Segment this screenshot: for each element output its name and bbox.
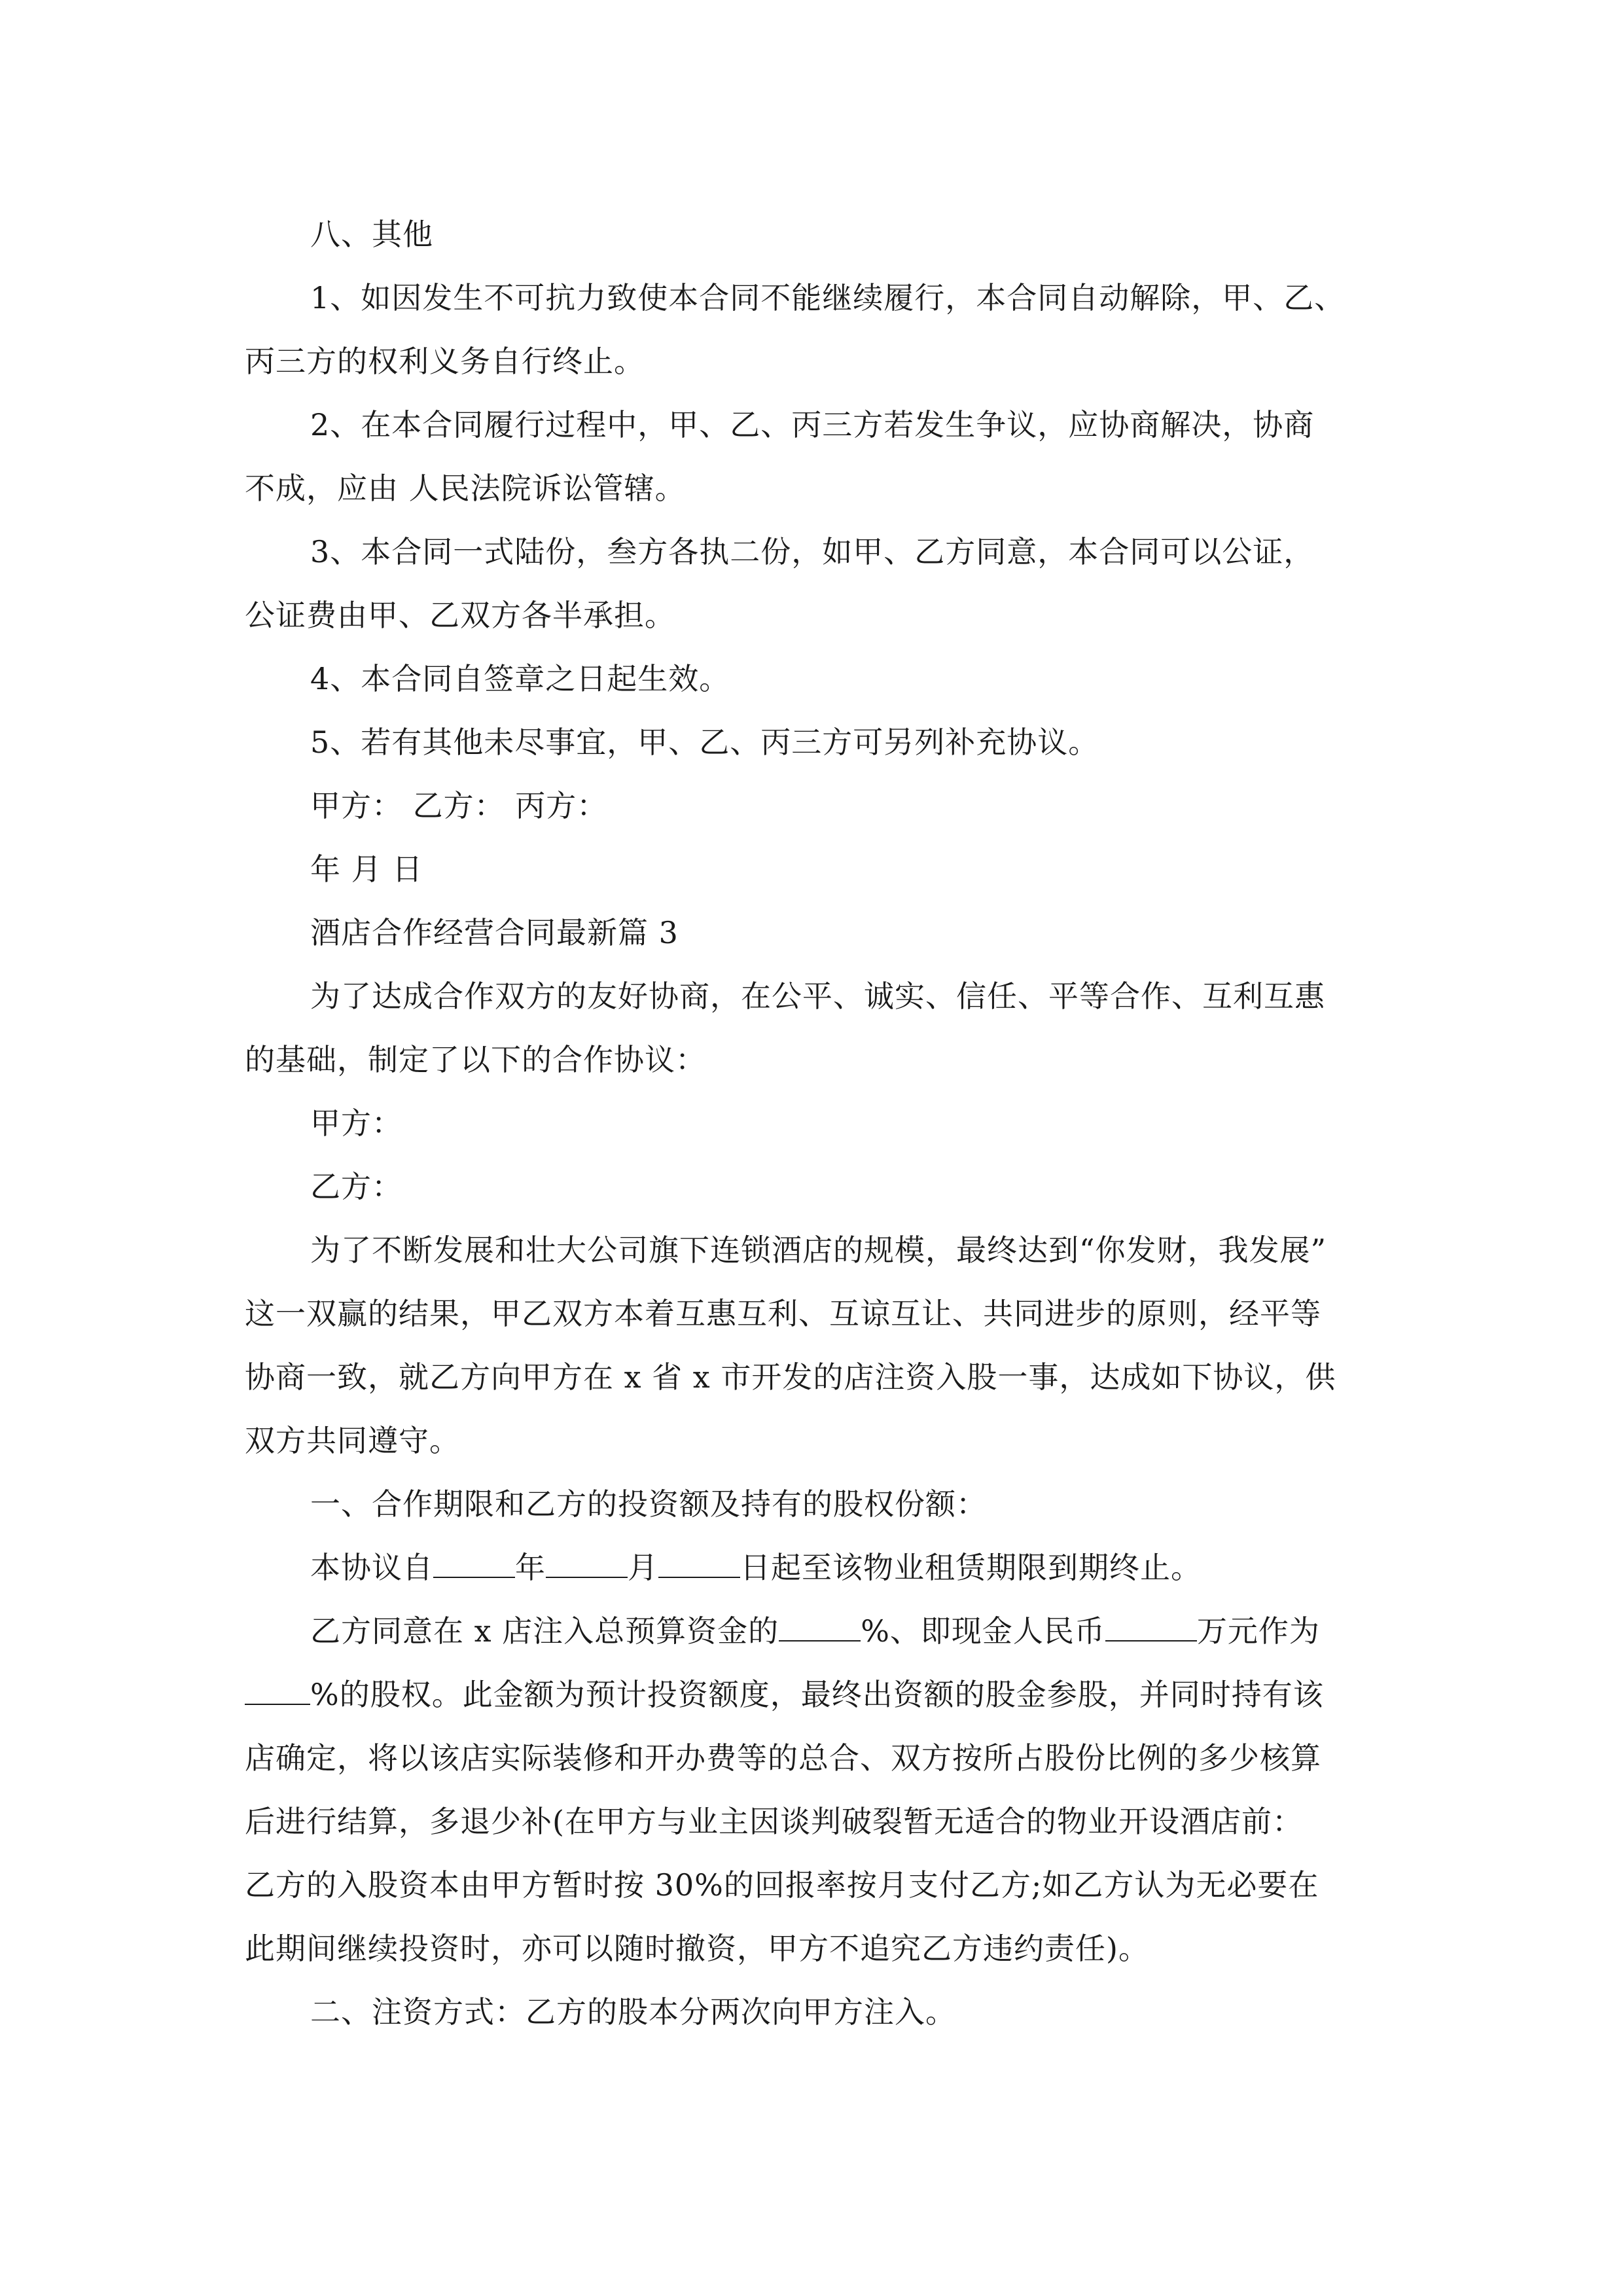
percent-blank [779, 1614, 861, 1641]
clause-2: 2、在本合同履行过程中，甲、乙、丙三方若发生争议，应协商解决，协商 [310, 407, 1315, 442]
party-a-label: 甲方： [310, 1105, 402, 1141]
equity-line [245, 1663, 1380, 1727]
investment-line [245, 1600, 1380, 1663]
purpose-paragraph-cont-1: 这一双赢的结果，甲乙双方本着互惠互利、互谅互让、共同进步的原则，经平等 [245, 1296, 1321, 1331]
amount-blank [1105, 1614, 1197, 1641]
term-suffix: 日起至该物业租赁期限到期终止。 [740, 1550, 1202, 1585]
section-heading-other: 八、其他 [310, 217, 433, 252]
equity-suffix: %的股权。此金额为预计投资额度，最终出资额的股金参股，并同时持有该 [310, 1677, 1324, 1712]
party-b-label: 乙方： [310, 1169, 402, 1204]
settlement-line-4: 此期间继续投资时，亦可以随时撤资，甲方不追究乙方违约责任)。 [245, 1931, 1149, 1966]
term-line [245, 1536, 1380, 1600]
investment-mid: %、即现金人民币 [861, 1613, 1105, 1649]
clause-2-cont: 不成，应由 人民法院诉讼管辖。 [245, 471, 686, 506]
clause-5: 5、若有其他未尽事宜，甲、乙、丙三方可另列补充协议。 [310, 725, 1099, 760]
term-year: 年 [515, 1550, 546, 1585]
month-blank [546, 1551, 628, 1578]
clause-1-cont: 丙三方的权利义务自行终止。 [245, 344, 645, 379]
settlement-line-3: 乙方的入股资本由甲方暂时按 30%的回报率按月支付乙方;如乙方认为无必要在 [245, 1867, 1319, 1903]
signature-date: 年 月 日 [310, 852, 423, 887]
day-blank [658, 1551, 740, 1578]
section-heading-capital: 二、注资方式：乙方的股本分两次向甲方注入。 [310, 1994, 956, 2030]
clause-3: 3、本合同一式陆份，叁方各执二份，如甲、乙方同意，本合同可以公证， [310, 534, 1315, 569]
year-blank [433, 1551, 515, 1578]
purpose-paragraph-cont-3: 双方共同遵守。 [245, 1423, 460, 1458]
signature-parties: 甲方： 乙方： 丙方： [310, 788, 608, 823]
document-body [245, 203, 1380, 2044]
purpose-paragraph: 为了不断发展和壮大公司旗下连锁酒店的规模，最终达到“你发财，我发展” [310, 1232, 1327, 1268]
clause-3-cont: 公证费由甲、乙双方各半承担。 [245, 598, 675, 633]
section-title: 酒店合作经营合同最新篇 3 [310, 915, 679, 950]
investment-suffix: 万元作为 [1196, 1613, 1320, 1649]
settlement-line-2: 后进行结算，多退少补(在甲方与业主因谈判破裂暂无适合的物业开设酒店前： [245, 1804, 1303, 1839]
equity-percent-blank [245, 1677, 310, 1705]
clause-1: 1、如因发生不可抗力致使本合同不能继续履行，本合同自动解除，甲、乙、 [310, 280, 1346, 315]
settlement-line-1: 店确定，将以该店实际装修和开办费等的总合、双方按所占股份比例的多少核算 [245, 1740, 1321, 1776]
clause-4: 4、本合同自签章之日起生效。 [310, 661, 730, 696]
term-month: 月 [628, 1550, 658, 1585]
investment-prefix: 乙方同意在 x 店注入总预算资金的 [310, 1613, 779, 1649]
purpose-paragraph-cont-2: 协商一致，就乙方向甲方在 x 省 x 市开发的店注资入股一事，达成如下协议，供 [245, 1359, 1336, 1395]
section-heading-term: 一、合作期限和乙方的投资额及持有的股权份额： [310, 1486, 987, 1522]
intro-paragraph: 为了达成合作双方的友好协商，在公平、诚实、信任、平等合作、互利互惠 [310, 978, 1325, 1014]
term-prefix: 本协议自 [310, 1550, 433, 1585]
intro-paragraph-cont: 的基础，制定了以下的合作协议： [245, 1042, 706, 1077]
